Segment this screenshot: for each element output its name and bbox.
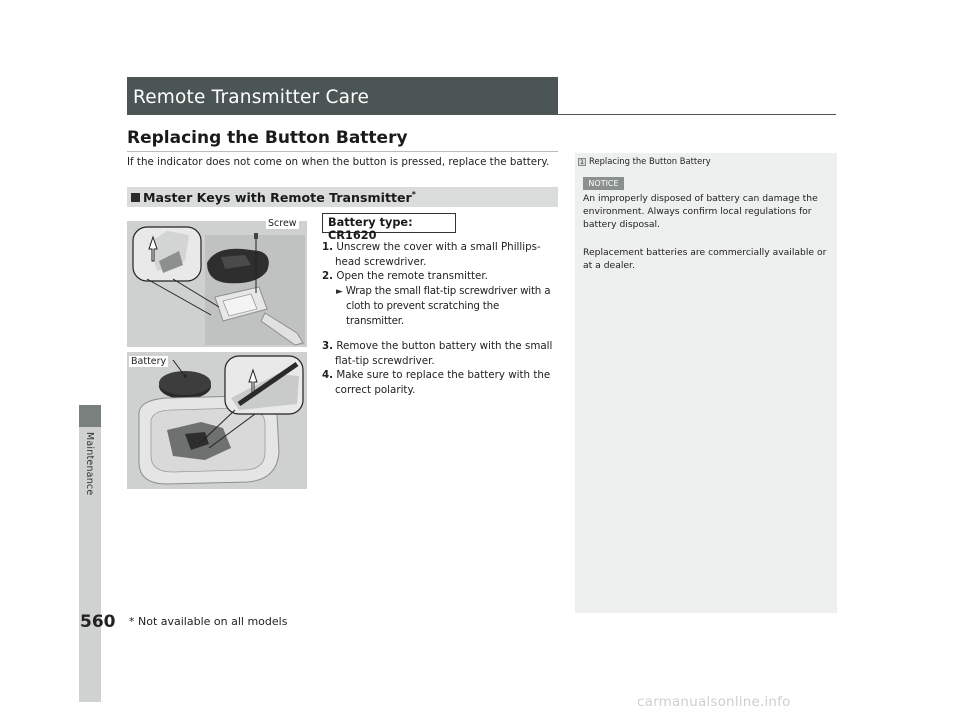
square-bullet-icon [131, 193, 140, 202]
note-paragraph-1: An improperly disposed of battery can damage the environment. Always confirm local regulations for battery disposal. [583, 193, 818, 231]
step-text: Unscrew the cover with a small Phillips-head screwdriver. [335, 241, 541, 268]
note-title-text: Replacing the Button Battery [589, 156, 711, 166]
page-number: 560 [80, 612, 116, 632]
step-number: 3. [322, 340, 334, 352]
step-3 [322, 339, 558, 368]
step-2 [322, 269, 558, 284]
arrow-right-icon: ► [336, 286, 343, 297]
step-number: 4. [322, 369, 334, 381]
footnote: * Not available on all models [129, 615, 288, 628]
figure-battery-removal [127, 352, 307, 489]
screw-callout-label: Screw [268, 218, 297, 229]
asterisk-mark: * [411, 190, 416, 199]
step-number: 1. [322, 241, 334, 253]
battery-type-box: Battery type: CR1620 [322, 213, 456, 233]
section-rule [127, 151, 558, 152]
subsection-heading [131, 190, 416, 205]
intro-text: If the indicator does not come on when the button is pressed, replace the battery. [127, 156, 550, 168]
page-title: Remote Transmitter Care [133, 87, 370, 108]
battery-callout-label: Battery [131, 356, 167, 367]
step-text: Remove the button battery with the small flat-tip screwdriver. [335, 340, 553, 367]
section-heading: Replacing the Button Battery [127, 128, 408, 148]
subsection-heading-text: Master Keys with Remote Transmitter [143, 190, 412, 206]
step-4 [322, 368, 558, 397]
note-paragraph-2: Replacement batteries are commercially available or at a dealer. [583, 247, 827, 272]
sidebar-label: Maintenance [84, 432, 95, 496]
step-1 [322, 240, 558, 269]
step-text: Open the remote transmitter. [336, 270, 488, 282]
substep-text: Wrap the small flat-tip screwdriver with a cloth to prevent scratching the transmitter. [345, 284, 551, 327]
notice-badge: NOTICE [583, 177, 624, 190]
step-text: Make sure to replace the battery with the correct polarity. [335, 369, 551, 396]
battery-illustration [127, 352, 307, 489]
substep [322, 284, 558, 329]
title-rule [558, 114, 836, 115]
note-title [578, 156, 711, 166]
step-number: 2. [322, 270, 334, 282]
note-marker-icon: 1 [578, 158, 586, 166]
watermark: carmanualsonline.info [637, 694, 791, 710]
procedure-steps [322, 240, 558, 397]
sidebar-tab [79, 405, 101, 427]
figure-unscrew-cover [127, 221, 307, 347]
key-screw-illustration [127, 221, 307, 347]
